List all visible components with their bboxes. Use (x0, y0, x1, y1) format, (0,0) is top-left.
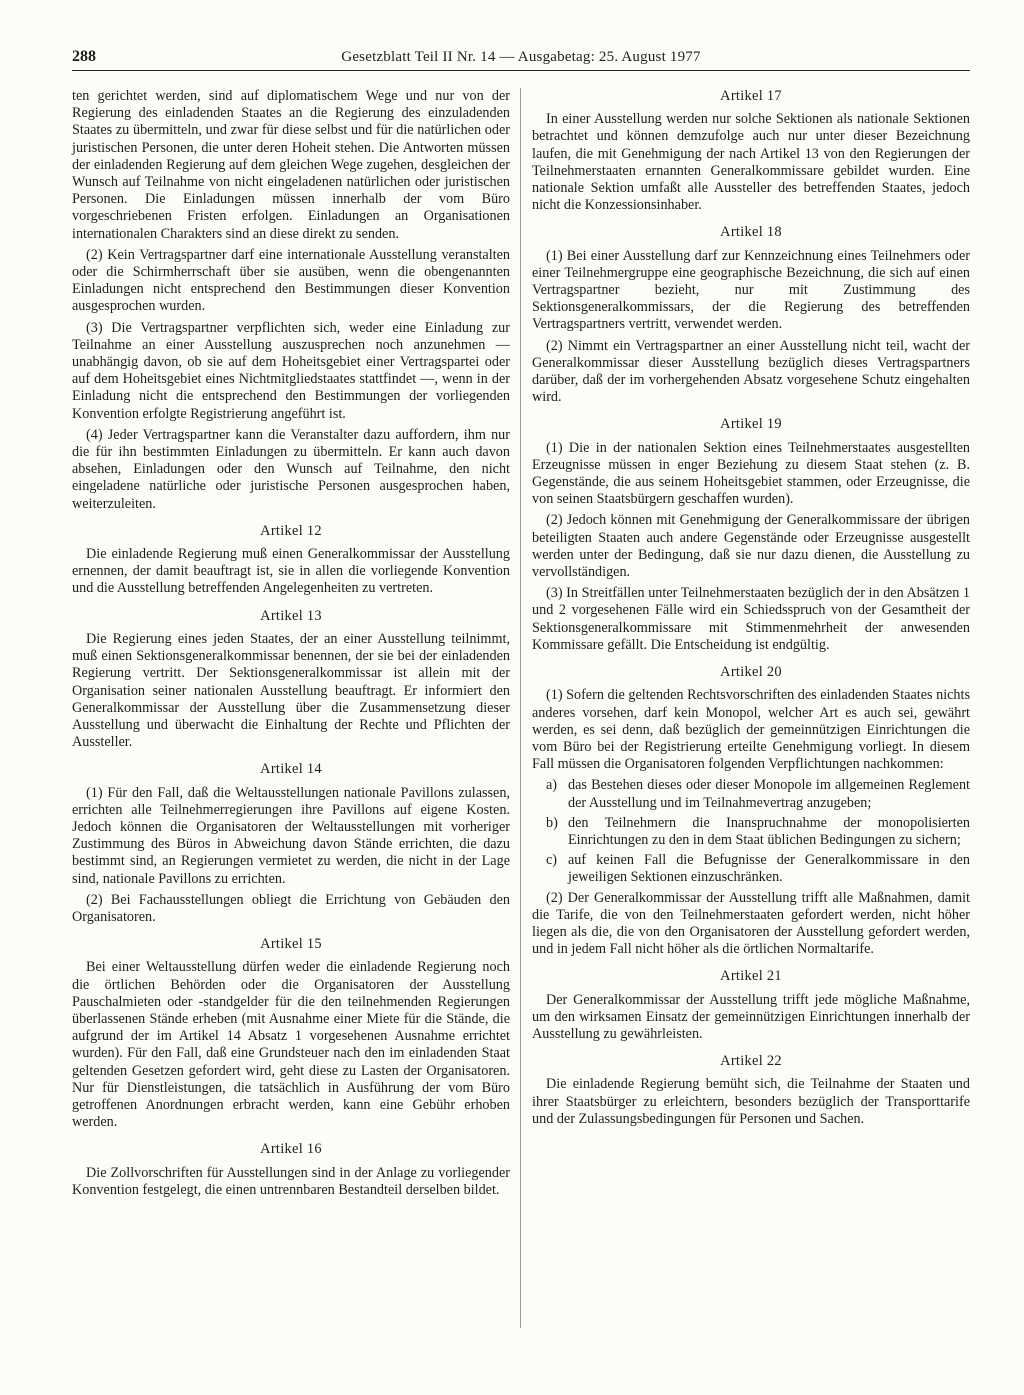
list-item-text: das Bestehen dieses oder dieser Monopole im allgemeinen Reglement der Ausstellung und im Teilnahmevertrag anzugeben; (568, 777, 970, 811)
left-column (72, 88, 510, 1203)
article-19-paragraph-3: (3) In Streitfällen unter Teilnehmerstaaten bezüglich der in den Absätzen 1 und 2 vorgesehenen Fälle wird ein Schiedsspruch von der Gesamtheit der Sektionsgeneralkommissare mit Stimmenmehrheit der anwesenden Kommissare gefällt. Die Entscheidung ist endgültig. (532, 585, 970, 653)
article-12-heading: Artikel 12 (260, 522, 322, 539)
article-11-paragraph-2: (2) Kein Vertragspartner darf eine internationale Ausstellung veranstalten oder die Schirmherrschaft über sie ausüben, wenn die obengenannten Einladungen nicht entsprechend den Bestimmungen dieser Konvention ausgesprochen wurden. (72, 246, 510, 315)
article-22-heading: Artikel 22 (720, 1053, 782, 1070)
list-item (532, 852, 970, 886)
page-number: 288 (72, 48, 96, 65)
article-12-text: Die einladende Regierung muß einen Generalkommissar der Ausstellung ernennen, der damit beauftragt ist, sie in allen die vorliegende Konvention und die Ausstellung betreffenden Angelegenheiten zu vertreten. (72, 546, 510, 597)
article-22-text: Die einladende Regierung bemüht sich, die Teilnahme der Staaten und ihrer Staatsbürger zu erleichtern, besonders bezüglich der Transporttarife und der Zulassungsbedingungen für Personen und Sachen. (532, 1076, 970, 1127)
article-18-paragraph-1: (1) Bei einer Ausstellung darf zur Kennzeichnung eines Teilnehmers oder einer Teilnehmergruppe eine geographische Bezeichnung, die sich auf einen Vertragspartner bezieht, nur mit Zustimmung des Sektionsgeneralkommissars, der die Regierung des betreffenden Vertragspartners vertritt, verwendet werden. (532, 247, 970, 333)
article-18-heading: Artikel 18 (720, 224, 782, 241)
list-item (532, 777, 970, 811)
page-header (72, 46, 970, 71)
article-11-paragraph-3: (3) Die Vertragspartner verpflichten sich, weder eine Einladung zur Teilnahme an einer Ausstellung auszusprechen noch anzunehmen — unabhängig davon, ob sie auf dem Hoheitsgebiet einer Vertragspartei oder auf dem Hoheitsgebiet eines Nichtmitgliedstaates stattfindet —, wenn in der Einladung nicht die entsprechend den Bestimmungen der vorliegenden Konvention erfolgte Registrierung angeführt ist. (72, 319, 510, 422)
list-item (532, 815, 970, 849)
list-item-text: auf keinen Fall die Befugnisse der Generalkommissare in den jeweiligen Sektionen einzuschränken. (568, 852, 970, 886)
article-17-heading: Artikel 17 (720, 88, 782, 104)
article-14-paragraph-1: (1) Für den Fall, daß die Weltausstellungen nationale Pavillons zulassen, errichten alle Teilnehmerregierungen ihre Pavillons auf eigene Kosten. Jedoch können die Organisatoren der Weltausstellungen mit vorheriger Zustimmung des Büros in Abweichung davon Stände errichten, die dazu bestimmt sind, an Regierungen vermietet zu werden, die nicht in der Lage sind, nationale Pavillons zu errichten. (72, 784, 510, 887)
article-16-text: Die Zollvorschriften für Ausstellungen sind in der Anlage zu vorliegender Konvention festgelegt, die einen untrennbaren Bestandteil derselben bildet. (72, 1164, 510, 1198)
article-21-heading: Artikel 21 (720, 968, 782, 985)
list-item-text: den Teilnehmern die Inanspruchnahme der monopolisierten Einrichtungen zu den in dem Staat üblichen Bedingungen zu sichern; (568, 814, 970, 848)
article-20-paragraph-1: (1) Sofern die geltenden Rechtsvorschriften des einladenden Staates nichts anderes vorsehen, darf kein Monopol, welcher Art es auch sei, gewährt werden, es sei denn, daß bezüglich der gemeinnützigen Einrichtungen die vom Büro bei der Registrierung erteilte Genehmigung vorliegt. In diesem Fall müssen die Organisatoren folgenden Verpflichtungen nachkommen: (532, 687, 970, 773)
article-19-paragraph-2: (2) Jedoch können mit Genehmigung der Generalkommissare der übrigen beteiligten Staaten auch andere Gegenstände oder Erzeugnisse ausgestellt werden unter der Bedingung, daß sie nur dazu dienen, die Ausstellung zu vervollständigen. (532, 512, 970, 581)
article-15-heading: Artikel 15 (260, 936, 322, 953)
article-16-heading: Artikel 16 (260, 1141, 322, 1158)
list-item-label: c) (546, 852, 558, 869)
article-19-heading: Artikel 19 (720, 416, 782, 433)
article-15-text: Bei einer Weltausstellung dürfen weder die einladende Regierung noch die örtlichen Behörden oder die Organisatoren der Ausstellung Pauschalmieten oder -standgelder für die den teilnehmenden Regierungen überlassenen Stände erheben (mit Ausnahme einer Miete für die Stände, die aufgrund der im Artikel 14 Absatz 1 vorgesehenen Ausnahme errichtet wurden). Für den Fall, daß eine Grundsteuer nach den im einladenden Staat geltenden Gesetzen gefordert wird, geht diese zu Lasten der Organisatoren. Nur für Dienstleistungen, die tatsächlich in Ausführung der vom Büro getroffenen Anordnungen erbracht werden, kann eine Gebühr erhoben werden. (72, 959, 510, 1131)
article-19-paragraph-1: (1) Die in der nationalen Sektion eines Teilnehmerstaates ausgestellten Erzeugnisse müssen in enger Beziehung zu diesem Staat stehen (z. B. Gegenstände, die aus seinem Hoheitsgebiet stammen, oder Erzeugnisse, die von seinen Staatsbürgern geschaffen wurden). (532, 439, 970, 508)
article-21-text: Der Generalkommissar der Ausstellung trifft jede mögliche Maßnahme, um den wirksamen Einsatz der gemeinnützigen Einrichtungen innerhalb der Ausstellung zu gewährleisten. (532, 991, 970, 1042)
continuation-paragraph: ten gerichtet werden, sind auf diplomatischem Wege und nur von der Regierung des einladenden Staates an die Regierung des einzuladenden Staates zu übermitteln, und zwar für diese selbst und für die natürlichen oder juristischen Personen, die unter deren Hoheit stehen. Die Antworten müssen der einladenden Regierung auf dem gleichen Wege zugehen, desgleichen der Wunsch auf Teilnahme von nicht eingeladenen natürlichen oder juristischen Personen. Die Einladungen müssen innerhalb der vom Büro vorgeschriebenen Fristen erfolgen. Einladungen an Organisationen internationalen Charakters sind an diese direkt zu senden. (72, 88, 510, 242)
article-14-heading: Artikel 14 (260, 761, 322, 778)
article-18-paragraph-2: (2) Nimmt ein Vertragspartner an einer Ausstellung nicht teil, wacht der Generalkommissar dieser Ausstellung bezüglich dieses Vertragspartners darüber, daß der im vorhergehenden Absatz vorgesehene Schutz eingehalten wird. (532, 337, 970, 406)
article-14-paragraph-2: (2) Bei Fachausstellungen obliegt die Errichtung von Gebäuden den Organisatoren. (72, 891, 510, 925)
article-13-text: Die Regierung eines jeden Staates, der an einer Ausstellung teilnimmt, muß einen Sektionsgeneralkommissar benennen, der sie bei der einladenden Regierung vertritt. Der Sektionsgeneralkommissar ist allein mit der Organisation seiner nationalen Ausstellung beauftragt. Er informiert den Generalkommissar der Ausstellung über die Zusammensetzung dieser Ausstellung und überwacht die Einhaltung der Rechte und Pflichten der Aussteller. (72, 630, 510, 751)
article-20-heading: Artikel 20 (720, 664, 782, 681)
list-item-label: b) (546, 814, 558, 831)
list-item-label: a) (546, 777, 558, 794)
article-17-text: In einer Ausstellung werden nur solche Sektionen als nationale Sektionen betrachtet und können demzufolge auch nur unter dieser Bezeichnung laufen, die mit Genehmigung der nach Artikel 13 von den Regierungen der Teilnehmerstaaten ernannten Generalkommissare gebildet wurden. Eine nationale Sektion umfaßt alle Aussteller des betreffenden Staates, jedoch nicht die Konzessionsinhaber. (532, 111, 970, 214)
article-11-paragraph-4: (4) Jeder Vertragspartner kann die Veranstalter dazu auffordern, ihm nur die für ihn bestimmten Einladungen zu übermitteln. Er kann auch davon absehen, Einladungen oder den Wunsch auf Teilnahme, den nicht eingeladene natürliche oder juristische Personen ausgesprochen haben, weiterzuleiten. (72, 426, 510, 512)
right-column (532, 88, 970, 1132)
gazette-title: Gesetzblatt Teil II Nr. 14 — Ausgabetag: 25. August 1977 (341, 49, 701, 65)
column-divider (520, 88, 521, 1328)
article-20-paragraph-2: (2) Der Generalkommissar der Ausstellung trifft alle Maßnahmen, damit die Tarife, die von den Teilnehmerstaaten gefordert werden, nicht höher liegen als die, die von den Organisatoren der Ausstellung gefordert werden, und in jedem Fall nicht höher als die örtlichen Normaltarife. (532, 889, 970, 958)
article-13-heading: Artikel 13 (260, 607, 322, 624)
